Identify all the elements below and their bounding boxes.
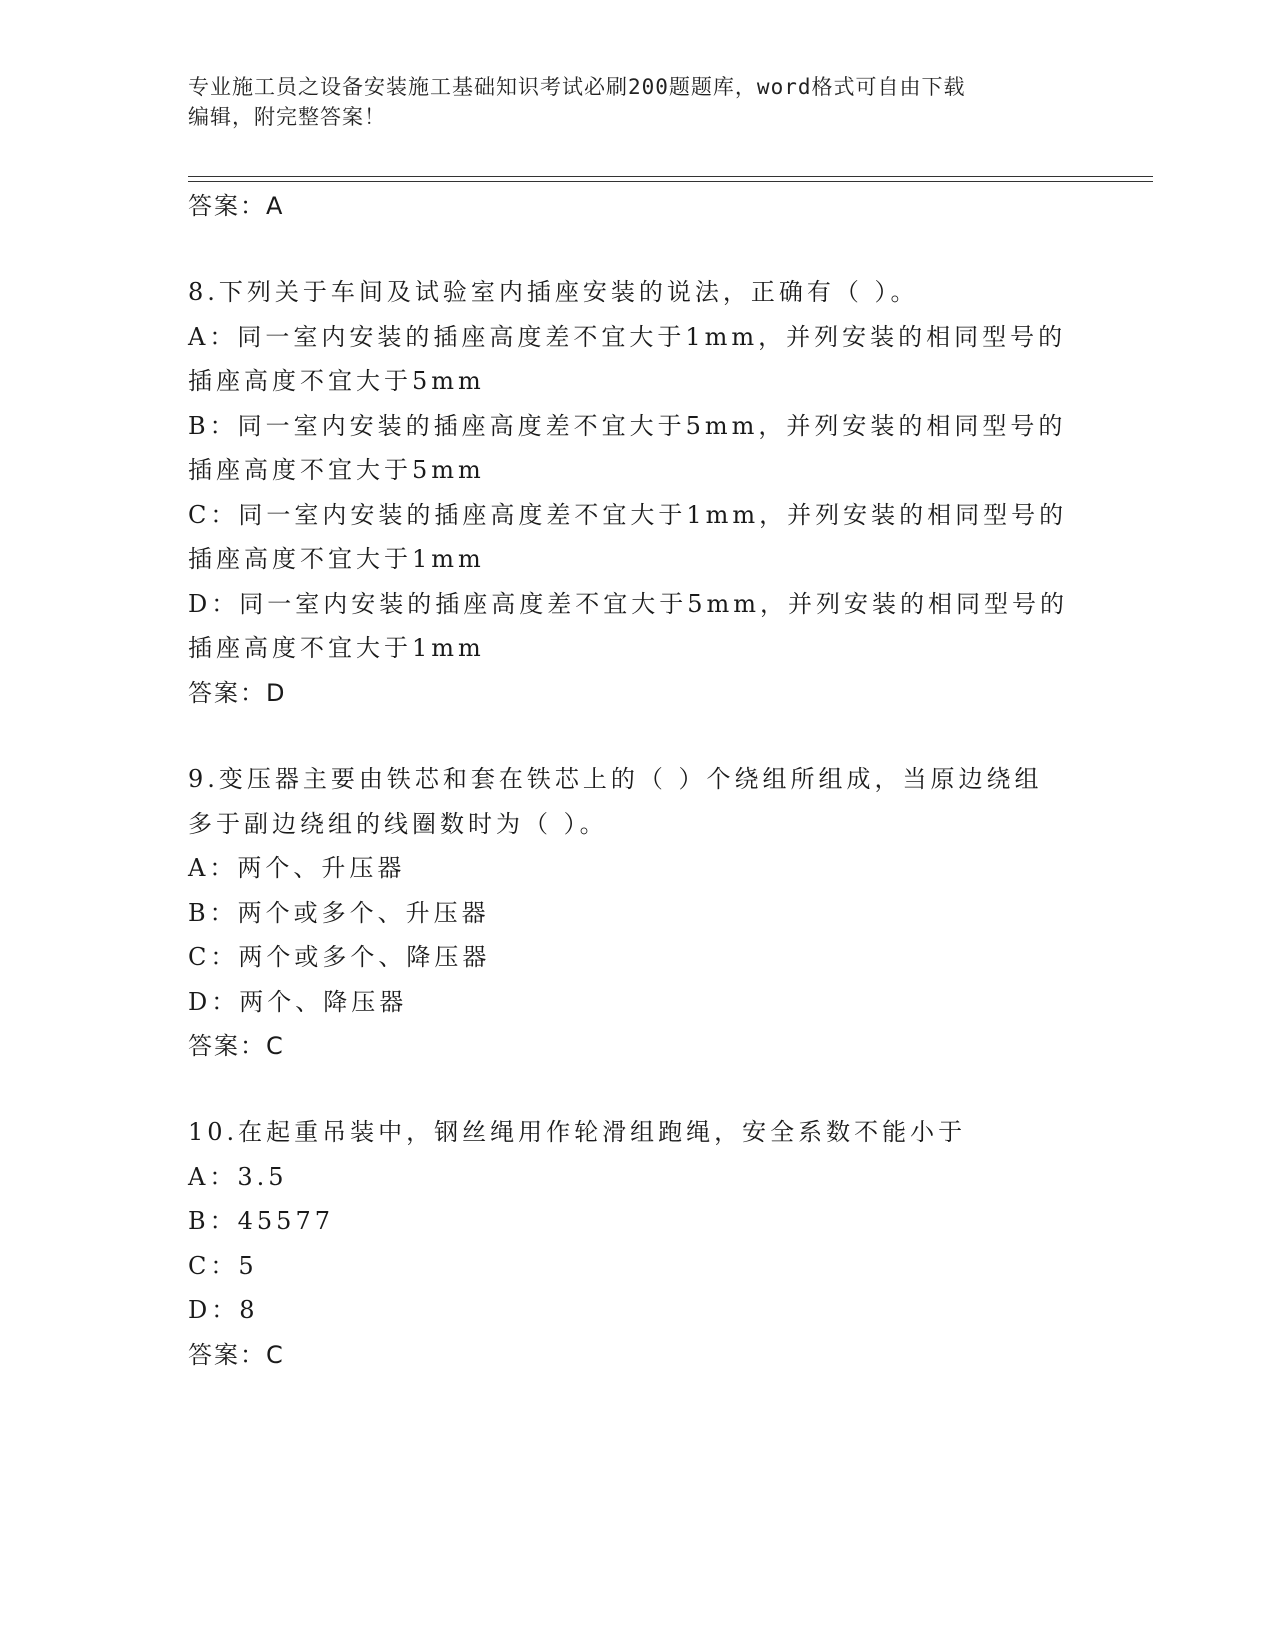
header-line-1: 专业施工员之设备安装施工基础知识考试必刷200题题库，word格式可自由下载 bbox=[188, 75, 966, 99]
question-8-answer: 答案：D bbox=[188, 679, 287, 707]
question-10-option-a: A：3.5 bbox=[188, 1163, 288, 1191]
header-rule-bottom bbox=[188, 181, 1153, 182]
question-8-option-a: A：同一室内安装的插座高度差不宜大于1mm，并列安装的相同型号的 bbox=[188, 323, 1067, 351]
question-10-stem: 10.在起重吊装中，钢丝绳用作轮滑组跑绳，安全系数不能小于 bbox=[188, 1118, 967, 1146]
question-8-option-c: C：同一室内安装的插座高度差不宜大于1mm，并列安装的相同型号的 bbox=[188, 501, 1068, 529]
question-10-option-b: B：45577 bbox=[188, 1207, 334, 1235]
question-8-option-d-cont: 插座高度不宜大于1mm bbox=[188, 634, 485, 662]
question-9-stem: 9.变压器主要由铁芯和套在铁芯上的（ ）个绕组所组成，当原边绕组 bbox=[188, 765, 1043, 793]
header-line-2: 编辑，附完整答案！ bbox=[188, 105, 386, 129]
question-9-option-d: D：两个、降压器 bbox=[188, 988, 408, 1016]
previous-answer: 答案：A bbox=[188, 192, 285, 220]
question-9-stem-cont: 多于副边绕组的线圈数时为（ ）。 bbox=[188, 810, 608, 838]
question-8-option-a-cont: 插座高度不宜大于5mm bbox=[188, 367, 485, 395]
question-8-option-b: B：同一室内安装的插座高度差不宜大于5mm，并列安装的相同型号的 bbox=[188, 412, 1067, 440]
question-9-option-a: A：两个、升压器 bbox=[188, 854, 406, 882]
question-10-option-c: C：5 bbox=[188, 1252, 258, 1280]
question-10-option-d: D：8 bbox=[188, 1296, 259, 1324]
question-10-answer: 答案：C bbox=[188, 1341, 285, 1369]
question-9-option-c: C：两个或多个、降压器 bbox=[188, 943, 491, 971]
document-header bbox=[188, 72, 1088, 132]
question-8-option-c-cont: 插座高度不宜大于1mm bbox=[188, 545, 485, 573]
header-rule-top bbox=[188, 176, 1153, 177]
question-8-option-d: D：同一室内安装的插座高度差不宜大于5mm，并列安装的相同型号的 bbox=[188, 590, 1069, 618]
question-9-option-b: B：两个或多个、升压器 bbox=[188, 899, 490, 927]
question-8-stem: 8.下列关于车间及试验室内插座安装的说法，正确有（ ）。 bbox=[188, 278, 919, 306]
question-8-option-b-cont: 插座高度不宜大于5mm bbox=[188, 456, 485, 484]
question-9-answer: 答案：C bbox=[188, 1032, 285, 1060]
